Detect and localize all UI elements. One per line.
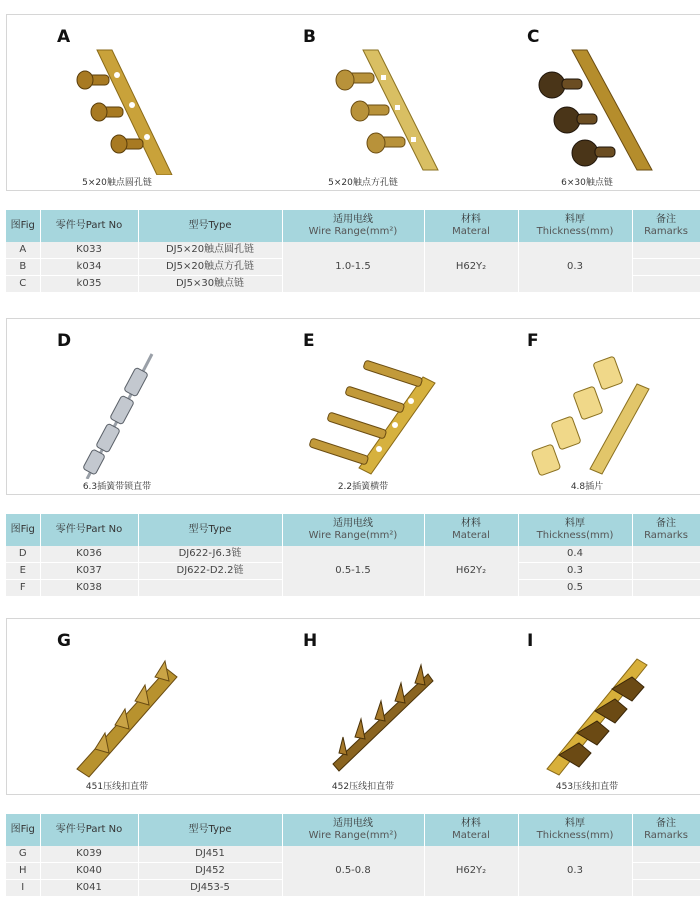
cell-fig: B bbox=[6, 259, 40, 276]
table-header-row bbox=[6, 514, 700, 546]
thickness-cn: 料厚 bbox=[565, 518, 585, 529]
cell-remarks bbox=[632, 846, 700, 863]
cell-fig: F bbox=[6, 580, 40, 597]
product-item-c[interactable] bbox=[477, 15, 697, 192]
figure-letter: G bbox=[57, 631, 71, 651]
cell-type: DJ622-J6.3链 bbox=[138, 546, 282, 563]
figure-letter: H bbox=[303, 631, 318, 651]
cell-fig: E bbox=[6, 563, 40, 580]
product-item-a[interactable] bbox=[7, 15, 227, 192]
material-cn: 材料 bbox=[461, 518, 481, 529]
material-en: Materal bbox=[452, 226, 490, 237]
cell-part-no: k035 bbox=[40, 276, 138, 293]
product-image-i bbox=[507, 649, 677, 779]
cell-thickness: 0.3 bbox=[518, 242, 632, 293]
product-item-h[interactable] bbox=[253, 619, 473, 796]
product-item-e[interactable] bbox=[253, 319, 473, 496]
cell-part-no: K036 bbox=[40, 546, 138, 563]
product-image-c bbox=[507, 45, 677, 175]
product-image-a bbox=[37, 45, 207, 175]
cell-thickness: 0.3 bbox=[518, 846, 632, 897]
table-row bbox=[6, 546, 700, 563]
cell-fig: A bbox=[6, 242, 40, 259]
cell-type bbox=[138, 580, 282, 597]
product-caption: 451压线扣直带 bbox=[85, 782, 149, 792]
cell-material: H62Y₂ bbox=[424, 846, 518, 897]
col-wire-range bbox=[282, 814, 424, 846]
col-wire-range bbox=[282, 210, 424, 242]
cell-part-no: K040 bbox=[40, 863, 138, 880]
remarks-cn: 备注 bbox=[656, 214, 676, 225]
figure-letter: B bbox=[303, 27, 316, 47]
product-caption: 6×30触点链 bbox=[561, 178, 613, 188]
thickness-cn: 料厚 bbox=[565, 818, 585, 829]
cell-fig: C bbox=[6, 276, 40, 293]
photo-panel-1 bbox=[6, 14, 700, 191]
cell-remarks bbox=[632, 546, 700, 563]
cell-part-no: k034 bbox=[40, 259, 138, 276]
remarks-cn: 备注 bbox=[656, 818, 676, 829]
figure-letter: I bbox=[527, 631, 534, 651]
material-cn: 材料 bbox=[461, 214, 481, 225]
figure-letter: D bbox=[57, 331, 72, 351]
product-image-h bbox=[283, 649, 453, 779]
material-en: Materal bbox=[452, 530, 490, 541]
cell-remarks bbox=[632, 863, 700, 880]
cell-remarks bbox=[632, 259, 700, 276]
cell-part-no: K033 bbox=[40, 242, 138, 259]
table-row bbox=[6, 242, 700, 259]
cell-material: H62Y₂ bbox=[424, 242, 518, 293]
cell-wire-range: 0.5-1.5 bbox=[282, 546, 424, 597]
cell-remarks bbox=[632, 580, 700, 597]
spec-table-2 bbox=[6, 514, 700, 597]
col-material bbox=[424, 210, 518, 242]
col-wire-range bbox=[282, 514, 424, 546]
cell-part-no: K038 bbox=[40, 580, 138, 597]
cell-type: DJ622-D2.2链 bbox=[138, 563, 282, 580]
col-fig: 图Fig bbox=[6, 514, 40, 546]
cell-part-no: K041 bbox=[40, 880, 138, 897]
cell-type: DJ5×30触点链 bbox=[138, 276, 282, 293]
product-caption: 4.8插片 bbox=[570, 482, 604, 492]
col-part-no: 零件号Part No bbox=[40, 514, 138, 546]
cell-wire-range: 0.5-0.8 bbox=[282, 846, 424, 897]
wire-cn: 适用电线 bbox=[333, 518, 373, 529]
product-item-b[interactable] bbox=[253, 15, 473, 192]
wire-cn: 适用电线 bbox=[333, 214, 373, 225]
cell-remarks bbox=[632, 242, 700, 259]
col-thickness bbox=[518, 210, 632, 242]
product-image-f bbox=[507, 349, 677, 479]
product-image-e bbox=[283, 349, 453, 479]
spec-table-3 bbox=[6, 814, 700, 897]
spec-table-1 bbox=[6, 210, 700, 293]
table-row bbox=[6, 846, 700, 863]
photo-panel-3 bbox=[6, 618, 700, 795]
table-header-row bbox=[6, 210, 700, 242]
product-caption: 6.3插簧带锁直带 bbox=[82, 482, 152, 492]
product-caption: 452压线扣直带 bbox=[331, 782, 395, 792]
cell-type: DJ451 bbox=[138, 846, 282, 863]
cell-fig: I bbox=[6, 880, 40, 897]
col-remarks bbox=[632, 814, 700, 846]
thickness-en: Thickness(mm) bbox=[536, 226, 614, 237]
product-image-d bbox=[37, 349, 207, 479]
figure-letter: A bbox=[57, 27, 71, 47]
product-caption: 5×20触点圆孔链 bbox=[82, 178, 152, 188]
material-en: Materal bbox=[452, 830, 490, 841]
cell-type: DJ452 bbox=[138, 863, 282, 880]
thickness-en: Thickness(mm) bbox=[536, 830, 614, 841]
col-type: 型号Type bbox=[138, 210, 282, 242]
figure-letter: E bbox=[303, 331, 315, 351]
cell-part-no: K039 bbox=[40, 846, 138, 863]
col-part-no: 零件号Part No bbox=[40, 210, 138, 242]
col-type: 型号Type bbox=[138, 814, 282, 846]
product-image-g bbox=[37, 649, 207, 779]
product-item-f[interactable] bbox=[477, 319, 697, 496]
wire-en: Wire Range(mm²) bbox=[308, 830, 398, 841]
col-remarks bbox=[632, 514, 700, 546]
product-image-b bbox=[283, 45, 453, 175]
col-type: 型号Type bbox=[138, 514, 282, 546]
thickness-en: Thickness(mm) bbox=[536, 530, 614, 541]
col-thickness bbox=[518, 514, 632, 546]
remarks-cn: 备注 bbox=[656, 518, 676, 529]
thickness-cn: 料厚 bbox=[565, 214, 585, 225]
cell-material: H62Y₂ bbox=[424, 546, 518, 597]
cell-type: DJ5×20触点圆孔链 bbox=[138, 242, 282, 259]
figure-letter: F bbox=[527, 331, 539, 351]
product-item-d[interactable] bbox=[7, 319, 227, 496]
cell-thickness: 0.5 bbox=[518, 580, 632, 597]
cell-type: DJ5×20触点方孔链 bbox=[138, 259, 282, 276]
product-item-g[interactable] bbox=[7, 619, 227, 796]
figure-letter: C bbox=[527, 27, 540, 47]
col-thickness bbox=[518, 814, 632, 846]
cell-fig: H bbox=[6, 863, 40, 880]
cell-fig: D bbox=[6, 546, 40, 563]
col-fig: 图Fig bbox=[6, 814, 40, 846]
col-part-no: 零件号Part No bbox=[40, 814, 138, 846]
col-remarks bbox=[632, 210, 700, 242]
product-caption: 2.2插簧横带 bbox=[337, 482, 389, 492]
product-caption: 5×20触点方孔链 bbox=[328, 178, 398, 188]
cell-remarks bbox=[632, 880, 700, 897]
remarks-en: Ramarks bbox=[644, 530, 688, 541]
cell-wire-range: 1.0-1.5 bbox=[282, 242, 424, 293]
table-header-row bbox=[6, 814, 700, 846]
product-caption: 453压线扣直带 bbox=[555, 782, 619, 792]
col-material bbox=[424, 514, 518, 546]
cell-type: DJ453-5 bbox=[138, 880, 282, 897]
cell-thickness: 0.3 bbox=[518, 563, 632, 580]
remarks-en: Ramarks bbox=[644, 226, 688, 237]
photo-panel-2 bbox=[6, 318, 700, 495]
cell-fig: G bbox=[6, 846, 40, 863]
cell-part-no: K037 bbox=[40, 563, 138, 580]
wire-cn: 适用电线 bbox=[333, 818, 373, 829]
cell-thickness: 0.4 bbox=[518, 546, 632, 563]
col-material bbox=[424, 814, 518, 846]
product-item-i[interactable] bbox=[477, 619, 697, 796]
cell-remarks bbox=[632, 276, 700, 293]
remarks-en: Ramarks bbox=[644, 830, 688, 841]
material-cn: 材料 bbox=[461, 818, 481, 829]
wire-en: Wire Range(mm²) bbox=[308, 226, 398, 237]
cell-remarks bbox=[632, 563, 700, 580]
wire-en: Wire Range(mm²) bbox=[308, 530, 398, 541]
col-fig: 图Fig bbox=[6, 210, 40, 242]
